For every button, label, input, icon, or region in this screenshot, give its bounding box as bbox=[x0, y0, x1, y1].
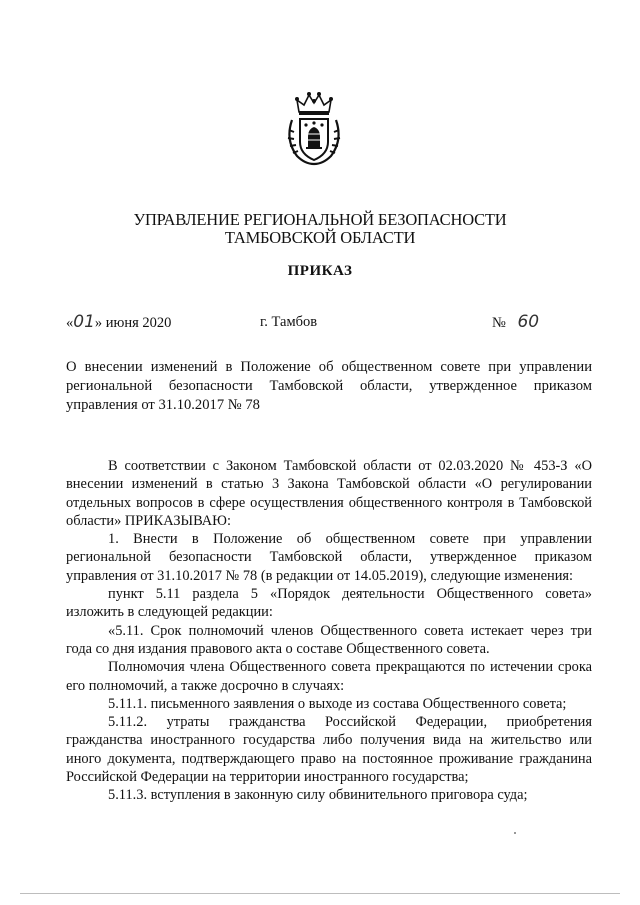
scan-artifact bbox=[514, 832, 516, 834]
date-quote-open: « bbox=[66, 315, 74, 331]
document-body bbox=[66, 457, 592, 805]
tambov-coat-of-arms-icon bbox=[283, 90, 345, 168]
number-label: № bbox=[492, 315, 506, 331]
body-paragraph: Полномочия члена Общественного совета прекращаются по истечении срока его полномочий, а также досрочно в случаях: bbox=[66, 659, 592, 694]
body-paragraph: 5.11.2. утраты гражданства Российской Федерации, приобретения гражданства иностранного государства либо получения вида на жительство или иного документа, подтверждающего право на постоянное проживание гражданина Российской Федерации на территории иностранного государства; bbox=[66, 714, 592, 786]
body-paragraph: пункт 5.11 раздела 5 «Порядок деятельности Общественного совета» изложить в следующей редакции: bbox=[66, 586, 592, 621]
document-type: ПРИКАЗ bbox=[287, 263, 353, 279]
organization-name-line-2: ТАМБОВСКОЙ ОБЛАСТИ bbox=[224, 228, 416, 247]
date-month-year: » июня 2020 bbox=[94, 315, 172, 331]
document-number bbox=[492, 313, 539, 332]
body-paragraph: 5.11.3. вступления в законную силу обвинительного приговора суда; bbox=[108, 787, 528, 804]
date-day-handwritten: 01 bbox=[73, 312, 95, 332]
body-paragraph: 1. Внести в Положение об общественном совете при управлении региональной безопасности Тамбовской области, утвержденное приказом управления от 31.10.2017 № 78 (в редакции от 14.05.2019), следующие изменения: bbox=[66, 531, 592, 584]
body-paragraph: 5.11.1. письменного заявления о выходе из состава Общественного совета; bbox=[108, 695, 567, 712]
body-paragraph: «5.11. Срок полномочий членов Общественного совета истекает через три года со дня издания правового акта о составе Общественного совета. bbox=[66, 622, 592, 657]
scan-edge-line bbox=[20, 893, 620, 894]
document-date bbox=[66, 313, 171, 332]
body-paragraph: В соответствии с Законом Тамбовской области от 02.03.2020 № 453-З «О внесении изменений в статью 3 Закона Тамбовской области «О регулировании отдельных вопросов в сфере осуществления общественного контроля в Тамбовской области» ПРИКАЗЫВАЮ: bbox=[66, 458, 592, 529]
number-handwritten: 60 bbox=[517, 312, 540, 332]
document-city: г. Тамбов bbox=[260, 314, 318, 330]
document-title: О внесении изменений в Положение об общественном совете при управлении региональной безопасности Тамбовской области, утвержденное приказом управления от 31.10.2017 № 78 bbox=[66, 359, 592, 413]
organization-name-line-1: УПРАВЛЕНИЕ РЕГИОНАЛЬНОЙ БЕЗОПАСНОСТИ bbox=[133, 210, 507, 229]
